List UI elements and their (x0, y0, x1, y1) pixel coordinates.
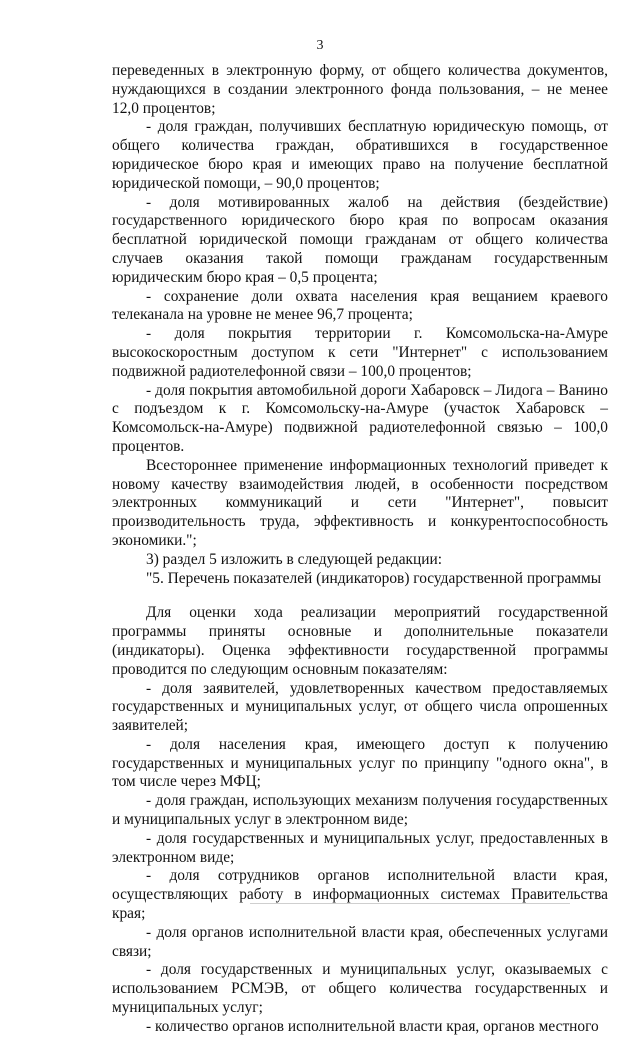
indicator-rsmev-services: - доля государственных и муниципальных услуг, оказываемых с использованием РСМЭВ, от общего количества государственных и муниципальных услуг; (112, 961, 608, 1017)
indicator-electronic-mechanism: - доля граждан, использующих механизм получения государственных и муниципальных услуг в электронном виде; (112, 792, 608, 829)
list-item-tv-coverage: - сохранение доли охвата населения края вещанием краевого телеканала на уровне не менее 96,7 процента; (112, 287, 608, 324)
indicator-electronic-services: - доля государственных и муниципальных услуг, предоставленных в электронном виде; (112, 829, 608, 866)
list-item-complaints: - доля мотивированных жалоб на действия (бездействие) государственного юридического бюро края по вопросам оказания бесплатной юридической помощи гражданам от общего количества случаев оказания такой помощи гражданам государственным юридическим бюро края – 0,5 процента; (112, 193, 608, 286)
paragraph-continuation: переведенных в электронную форму, от общего количества документов, нуждающихся в создании электронного фонда пользования, – не менее 12,0 процентов; (112, 62, 608, 117)
scan-edge-line (250, 903, 570, 904)
indicator-authorities-count: - количество органов исполнительной власти края, органов местного (146, 1017, 599, 1035)
list-item-road-coverage: - доля покрытия автомобильной дороги Хабаровск – Лидога – Ванино с подъездом к г. Комсомольску-на-Амуре (участок Хабаровск – Комсомольск-на-Амуре) подвижной радиотелефонной связью – 100,0 процентов. (112, 381, 608, 455)
paragraph-it-conclusion: Всестороннее применение информационных технологий приведет к новому качеству взаимодействия людей, в особенности посредством электронных коммуникаций и сети "Интернет", повысит производительность труда, эффективность и конкурентоспособность экономики."; (112, 456, 608, 549)
indicator-communication-services: - доля органов исполнительной власти края, обеспеченных услугами связи; (112, 923, 608, 960)
list-item-legal-aid: - доля граждан, получивших бесплатную юридическую помощь, от общего количества граждан, обратившихся в государственное юридическое бюро края и имеющих право на получение бесплатной юридической помощи, – 90,0 процентов; (112, 118, 608, 192)
page-number: 3 (316, 38, 324, 53)
paragraph-section-amendment: 3) раздел 5 изложить в следующей редакции: (146, 550, 442, 568)
indicator-staff-info-systems: - доля сотрудников органов исполнительной власти края, осуществляющих работу в информационных системах Правительства края; (112, 867, 608, 923)
paragraph-evaluation-intro: Для оценки хода реализации мероприятий государственной программы приняты основные и дополнительные показатели (индикаторы). Оценка эффективности государственной программы проводится по следующим основным показателям: (112, 604, 608, 678)
list-item-internet-coverage: - доля покрытия территории г. Комсомольска-на-Амуре высокоскоростным доступом к сети "Интернет" с использованием подвижной радиотелефонной связи – 100,0 процентов; (112, 325, 608, 380)
indicator-satisfied-applicants: - доля заявителей, удовлетворенных качеством предоставляемых государственных и муниципальных услуг, от общего числа опрошенных заявителей; (112, 679, 608, 735)
section-heading: "5. Перечень показателей (индикаторов) государственной программы (146, 569, 602, 587)
indicator-one-window-access: - доля населения края, имеющего доступ к получению государственных и муниципальных услуг по принципу "одного окна", в том числе через МФЦ; (112, 735, 608, 791)
